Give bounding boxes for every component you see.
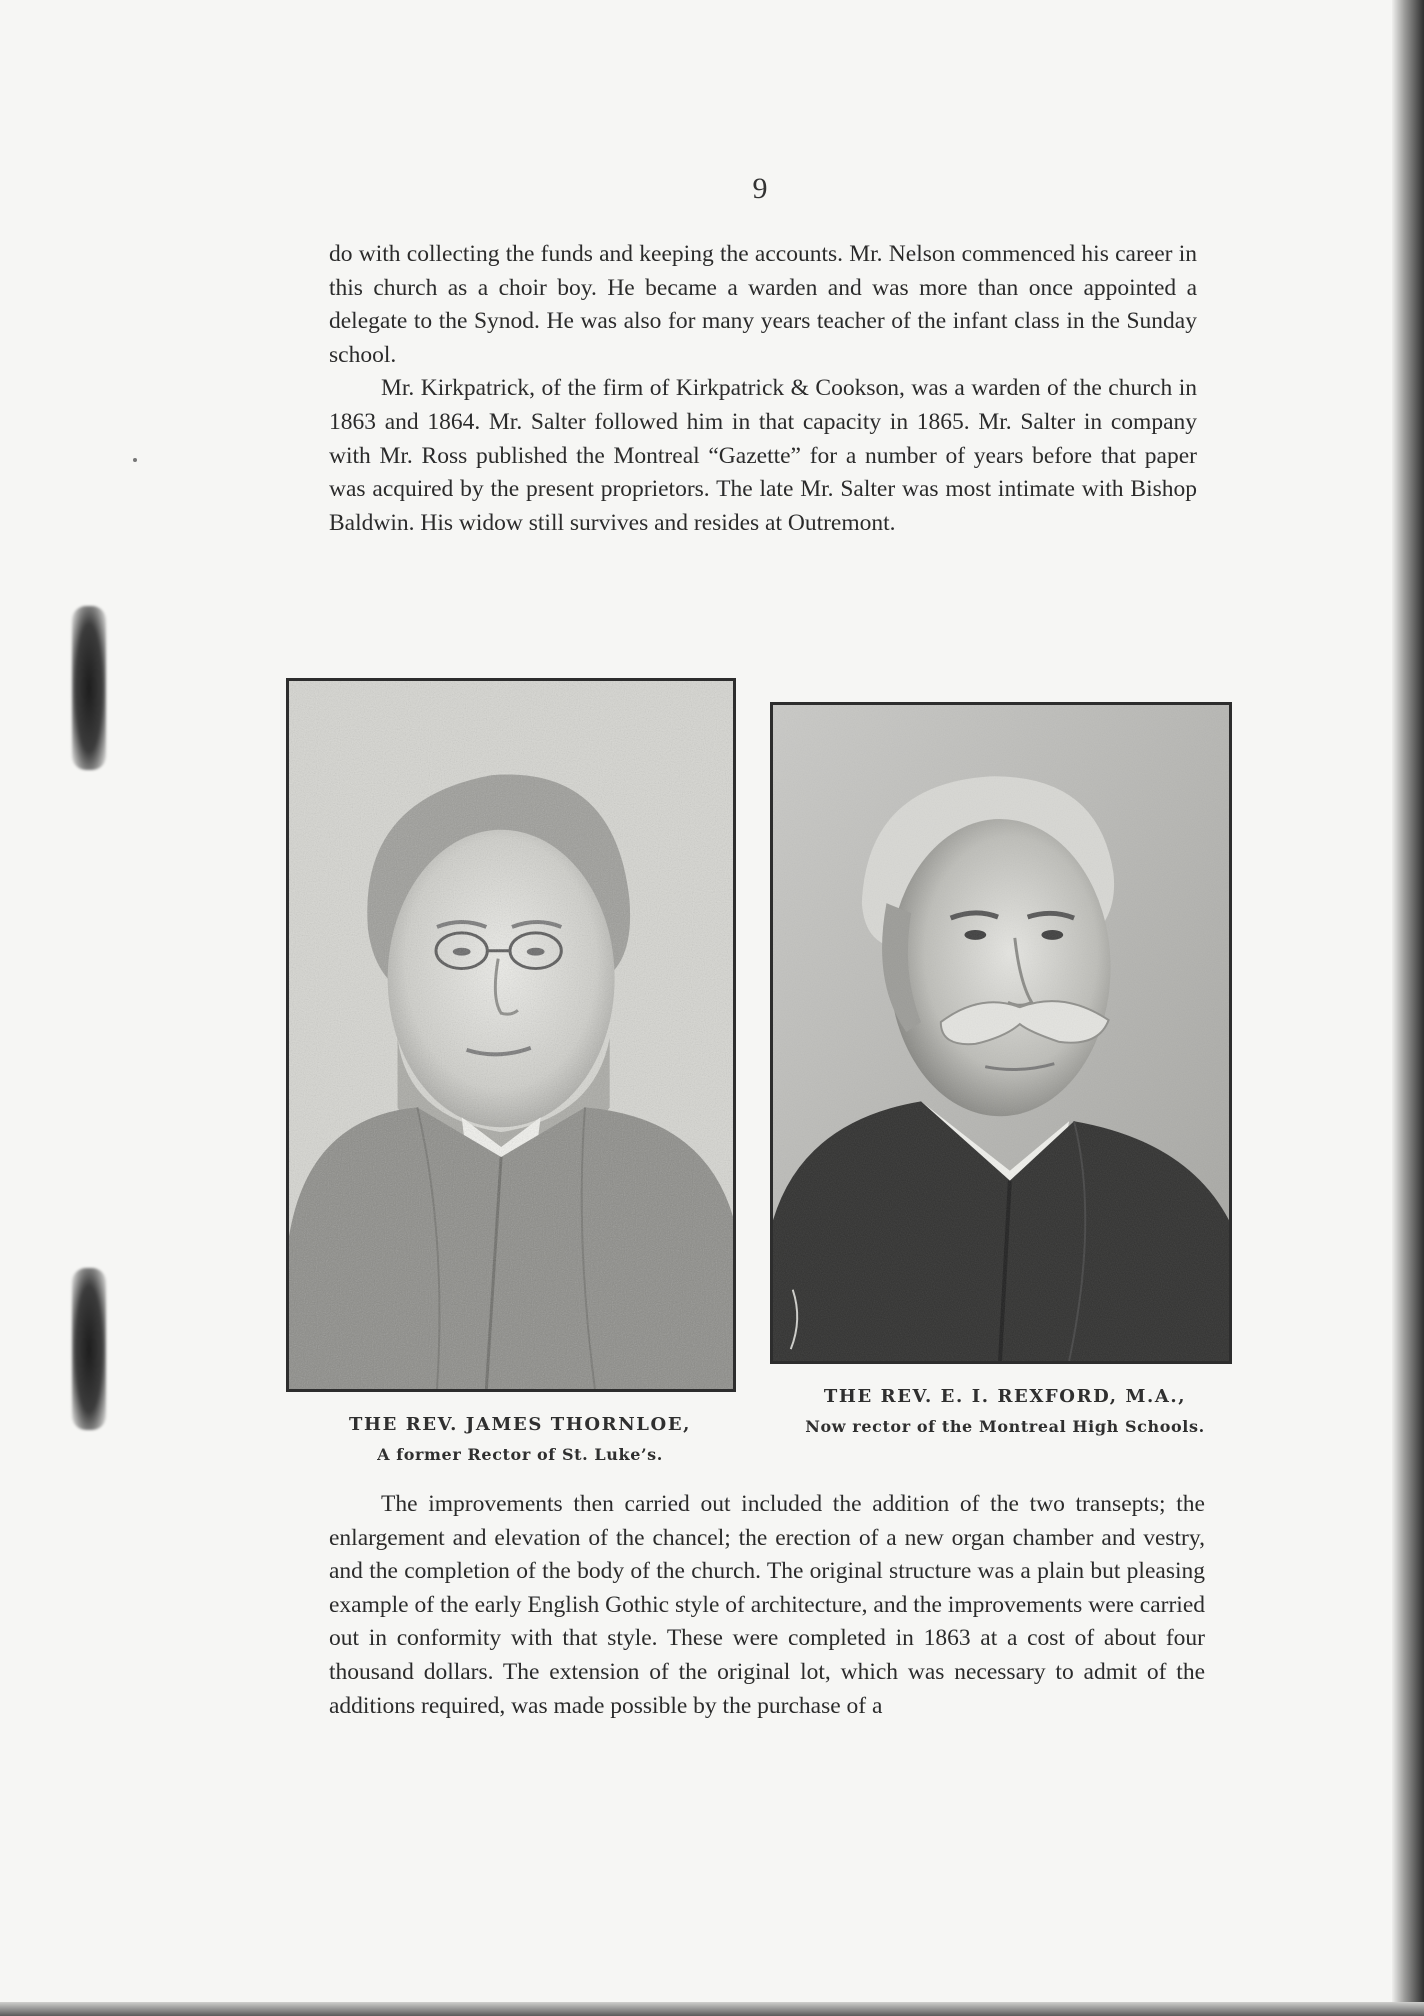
bottom-text-block — [329, 1488, 1205, 1723]
portrait-thornloe — [286, 678, 736, 1392]
page-edge-shadow — [1392, 0, 1424, 2016]
portrait-rexford-image — [773, 705, 1229, 1361]
portrait-rexford — [770, 702, 1232, 1364]
caption-thornloe — [320, 1410, 720, 1470]
caption-rexford-name: THE REV. E. I. REXFORD, M.A., — [823, 1386, 1187, 1407]
binding-hole-bottom — [72, 1268, 106, 1430]
scan-speck — [133, 458, 137, 462]
paragraph-improvements: The improvements then carried out included the addition of the two transepts; the enlargement and elevation of the chancel; the erection of a new organ chamber and vestry, and the completion of the body of the church. The original structure was a plain but pleasing example of the early English Gothic style of architecture, and the improvements were carried out in conformity with that style. These were completed in 1863 at a cost of about four thousand dollars. The extension of the original lot, which was necessary to admit of the additions required, was made possible by the purchase of a — [329, 1491, 1205, 1719]
paragraph-kirkpatrick: Mr. Kirkpatrick, of the firm of Kirkpatrick & Cookson, was a warden of the church in 1863 and 1864. Mr. Salter followed him in that capacity in 1865. Mr. Salter in company with Mr. Ross published the Montreal “Gazette” for a number of years before that paper was acquired by the present proprietors. The late Mr. Salter was most intimate with Bishop Baldwin. His widow still survives and resides at Outremont. — [329, 375, 1197, 536]
paragraph-nelson: do with collecting the funds and keeping the accounts. Mr. Nelson commenced his career in this church as a choir boy. He became a warden and was more than once appointed a delegate to the Synod. He was also for many years teacher of the infant class in the Sunday school. — [329, 241, 1197, 368]
page-number: 9 — [752, 172, 768, 205]
binding-hole-top — [72, 606, 106, 770]
caption-rexford — [760, 1382, 1250, 1442]
page-bottom-shadow — [0, 2002, 1424, 2016]
portrait-thornloe-image — [289, 681, 733, 1389]
caption-thornloe-name: THE REV. JAMES THORNLOE, — [348, 1414, 692, 1435]
caption-thornloe-subtitle: A former Rector of St. Luke’s. — [377, 1445, 663, 1464]
caption-rexford-subtitle: Now rector of the Montreal High Schools. — [805, 1417, 1205, 1436]
top-text-block — [329, 238, 1197, 540]
